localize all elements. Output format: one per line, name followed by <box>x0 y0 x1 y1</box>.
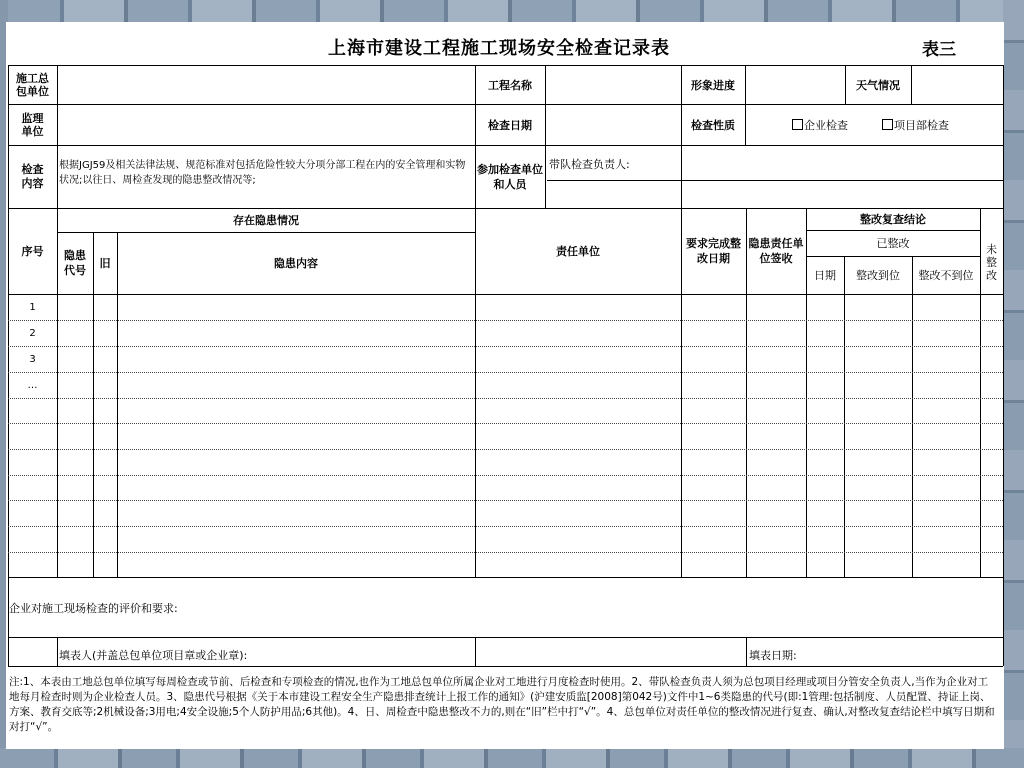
header-resp-sign: 隐患责任单位签收 <box>748 237 804 265</box>
grid-line <box>745 65 746 145</box>
grid-line-dotted <box>8 475 1003 476</box>
leader-field[interactable]: 带队检查负责人: <box>549 158 630 171</box>
grid-line <box>844 256 845 577</box>
grid-line-dotted <box>8 552 1003 553</box>
grid-line-dotted <box>8 423 1003 424</box>
footnote: 注:1、本表由工地总包单位填写每周检查或节前、后检查和专项检查的情况,也作为工地总包单位所属企业对工地进行月度检查时使用。2、带队检查负责人须为总包项目经理或项目分管安全负责人,当作为企业对工地每月检查时则为企业检查人员。3、隐患代号根据《关于本市建设工程安全生产隐患排查统计上报工作的通知》(沪建安质监[2008]第042号)文件中1~6类隐患的代号(即:1管理:包括制度、人员配置、持证上岗、方案、教育交底等;2机械设备;3用电;4安全设施;5个人防护用品;6其他)。4、日、周检查中隐患整改不力的,则在“旧”栏中打“√”。4、总包单位对责任单位的整改情况进行复查、确认,对整改复查结论栏中填写日期和对打“√”。 <box>9 676 995 733</box>
frame-bottom <box>0 748 1024 768</box>
grid-line <box>8 637 1003 638</box>
header-date: 日期 <box>814 269 836 282</box>
row-number: 2 <box>29 327 36 339</box>
evaluation-label: 企业对施工现场检查的评价和要求: <box>9 602 178 615</box>
row-number <box>8 398 57 424</box>
header-recheck: 整改复查结论 <box>860 213 926 226</box>
grid-line <box>57 637 58 666</box>
grid-line <box>912 256 913 577</box>
grid-line <box>911 65 912 104</box>
option-enterprise-check[interactable]: 企业检查 <box>792 104 848 145</box>
grid-line <box>57 294 58 577</box>
grid-line-dotted <box>8 526 1003 527</box>
label-progress: 形象进度 <box>691 79 735 92</box>
option-project-check[interactable]: 项目部检查 <box>882 104 949 145</box>
label-participants: 参加检查单位和人员 <box>477 162 543 191</box>
grid-line <box>8 577 1003 578</box>
label-supervisor: 监理单位 <box>21 111 44 138</box>
header-hazard-content: 隐患内容 <box>274 257 318 270</box>
label-weather: 天气情况 <box>856 79 900 92</box>
header-seq: 序号 <box>21 245 44 258</box>
fill-date-label: 填表日期: <box>749 649 797 662</box>
header-done: 整改到位 <box>856 269 900 282</box>
header-not-rectified: 未整改 <box>986 242 997 282</box>
row-number: … <box>27 379 38 391</box>
header-old: 旧 <box>99 257 111 270</box>
row-number <box>8 475 57 501</box>
grid-line-dotted <box>8 398 1003 399</box>
row-number: 3 <box>29 353 36 365</box>
grid-line-dotted <box>8 449 1003 450</box>
grid-line-dotted <box>8 346 1003 347</box>
label-check-date: 检查日期 <box>488 118 532 132</box>
form-title: 上海市建设工程施工现场安全检查记录表 <box>328 38 670 59</box>
row-number: 1 <box>29 301 36 313</box>
grid-line <box>545 65 546 208</box>
label-contractor: 施工总包单位 <box>16 72 49 98</box>
label-project-name: 工程名称 <box>488 79 532 92</box>
row-number <box>8 423 57 449</box>
label-check-type: 检查性质 <box>691 118 735 132</box>
frame-top <box>0 0 1024 22</box>
checkbox-enterprise[interactable] <box>792 119 803 130</box>
checkbox-project[interactable] <box>882 119 893 130</box>
grid-line <box>475 637 476 666</box>
grid-line-dotted <box>8 372 1003 373</box>
header-hazard-code: 隐患代号 <box>64 249 86 277</box>
grid-line <box>475 294 476 577</box>
header-hazards: 存在隐患情况 <box>233 214 299 227</box>
header-rectified: 已整改 <box>876 237 910 250</box>
label-content: 检查内容 <box>21 162 44 190</box>
content-text: 根据JGJ59及相关法律法规、规范标准对包括危险性较大分项分部工程在内的安全管理和实物状况;以往日、周检查发现的隐患整改情况等; <box>59 160 466 186</box>
header-deadline: 要求完成整改日期 <box>686 237 741 265</box>
row-number <box>8 500 57 526</box>
row-number <box>8 526 57 552</box>
grid-line <box>547 180 1003 181</box>
table-number: 表三 <box>922 40 956 60</box>
row-number <box>8 552 57 578</box>
header-not-done: 整改不到位 <box>918 269 974 282</box>
grid-line <box>8 294 1003 295</box>
header-resp-unit: 责任单位 <box>556 245 600 258</box>
row-number <box>8 449 57 475</box>
grid-line <box>746 637 747 666</box>
grid-line-dotted <box>8 500 1003 501</box>
grid-line-dotted <box>8 320 1003 321</box>
grid-line <box>8 666 1003 667</box>
grid-line <box>1003 65 1004 666</box>
filler-label: 填表人(并盖总包单位项目章或企业章): <box>59 649 248 662</box>
grid-line <box>681 294 682 577</box>
frame-right <box>1003 0 1024 768</box>
